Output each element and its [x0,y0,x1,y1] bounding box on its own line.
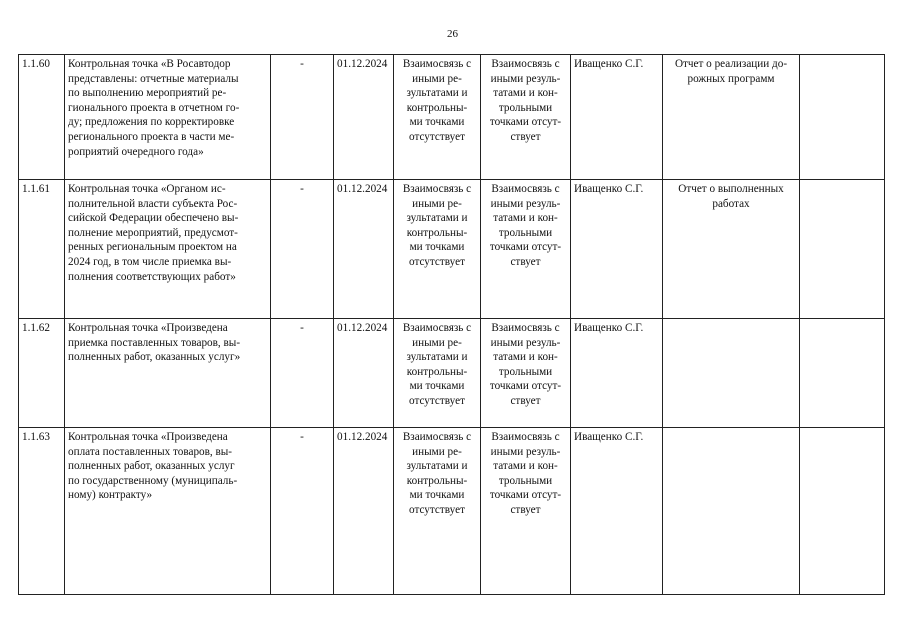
control-points-table [18,54,885,595]
relation-results-cell: Взаимосвязь с иными ре- зультатами и контрольны- ми точками отсутствует [394,55,481,180]
document-cell: Отчет о выполненных работах [663,180,800,319]
responsible-cell: Иващенко С.Г. [571,319,663,428]
dash-cell: - [271,319,334,428]
relation-points-cell: Взаимосвязь с иными резуль- татами и кон- трольными точками отсут- ствует [481,55,571,180]
extra-cell [800,428,885,595]
relation-results-cell: Взаимосвязь с иными ре- зультатами и контрольны- ми точками отсутствует [394,428,481,595]
responsible-cell: Иващенко С.Г. [571,428,663,595]
table-row [19,55,885,180]
extra-cell [800,319,885,428]
control-point-description: Контрольная точка «Органом ис- полнительной власти субъекта Рос- сийской Федерации обеспечено вы- полнение мероприятий, предусмот- ренных региональным проектом на 2024 год, в том числе приемка вы- полнения соответствующих работ» [65,180,271,319]
row-number: 1.1.62 [19,319,65,428]
page-number: 26 [447,28,458,40]
responsible-cell: Иващенко С.Г. [571,55,663,180]
document-cell: Отчет о реализации до- рожных программ [663,55,800,180]
date-cell: 01.12.2024 [334,180,394,319]
document-cell [663,428,800,595]
date-cell: 01.12.2024 [334,319,394,428]
relation-points-cell: Взаимосвязь с иными резуль- татами и кон- трольными точками отсут- ствует [481,319,571,428]
extra-cell [800,55,885,180]
relation-results-cell: Взаимосвязь с иными ре- зультатами и контрольны- ми точками отсутствует [394,180,481,319]
table-row [19,180,885,319]
row-number: 1.1.60 [19,55,65,180]
dash-cell: - [271,55,334,180]
document-cell [663,319,800,428]
control-point-description: Контрольная точка «В Росавтодор представлены: отчетные материалы по выполнению мероприятий ре- гионального проекта в отчетном го- ду; предложения по корректировке регионального проекта в части ме- роприятий очередного года» [65,55,271,180]
relation-points-cell: Взаимосвязь с иными резуль- татами и кон- трольными точками отсут- ствует [481,180,571,319]
relation-results-cell: Взаимосвязь с иными ре- зультатами и контрольны- ми точками отсутствует [394,319,481,428]
control-point-description: Контрольная точка «Произведена оплата поставленных товаров, вы- полненных работ, оказанных услуг по государственному (муниципаль- ному) контракту» [65,428,271,595]
relation-points-cell: Взаимосвязь с иными резуль- татами и кон- трольными точками отсут- ствует [481,428,571,595]
dash-cell: - [271,428,334,595]
date-cell: 01.12.2024 [334,428,394,595]
date-cell: 01.12.2024 [334,55,394,180]
table-row [19,319,885,428]
table-row [19,428,885,595]
control-point-description: Контрольная точка «Произведена приемка поставленных товаров, вы- полненных работ, оказанных услуг» [65,319,271,428]
dash-cell: - [271,180,334,319]
extra-cell [800,180,885,319]
row-number: 1.1.61 [19,180,65,319]
row-number: 1.1.63 [19,428,65,595]
responsible-cell: Иващенко С.Г. [571,180,663,319]
